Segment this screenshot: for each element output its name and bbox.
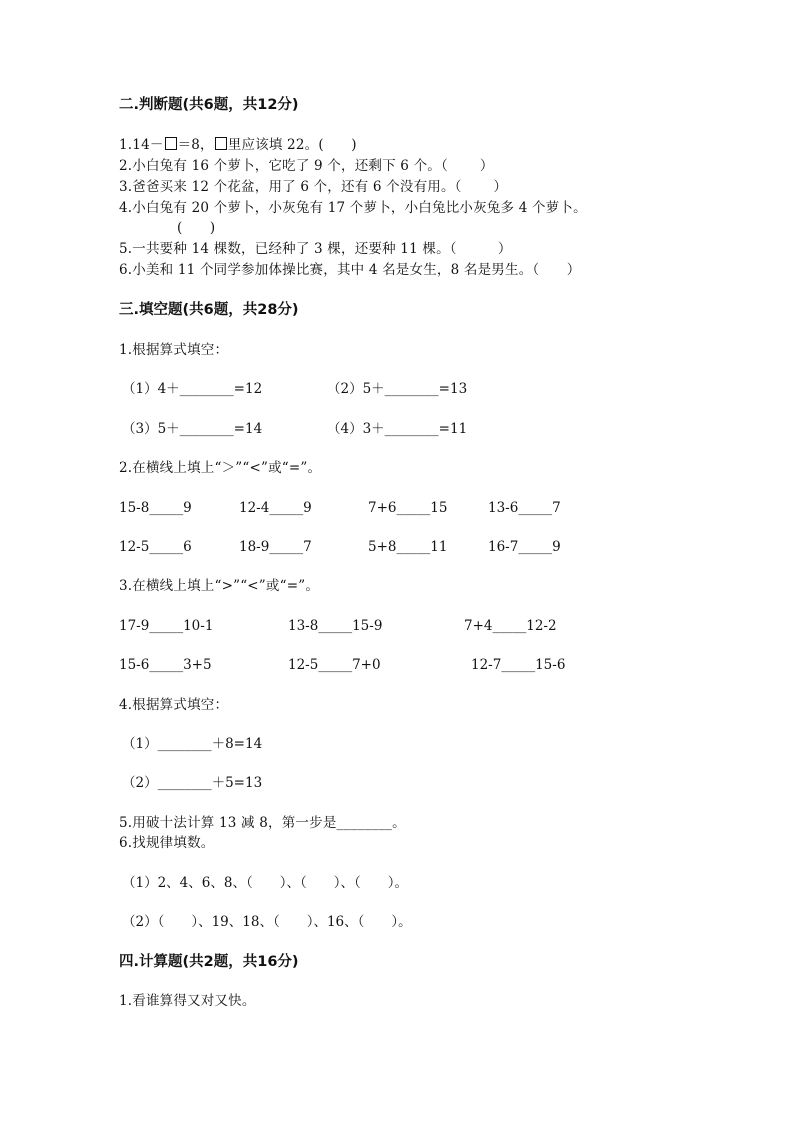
- fill-q4-item: （2）________＋5=13: [122, 775, 263, 791]
- compare-item: 7+4_____12-2: [464, 618, 557, 634]
- section-judge-title: 二.判断题(共6题，共12分): [119, 97, 299, 113]
- fill-q3-title: 3.在横线上填上“>”“<”或“=”。: [119, 578, 320, 594]
- compare-item: 12-5_____6: [119, 539, 192, 555]
- judge-question-3: 3.爸爸买来 12 个花盆，用了 6 个，还有 6 个没有用。（ ）: [119, 179, 508, 195]
- fill-q1-item: （4）3＋________=11: [327, 421, 468, 437]
- compare-item: 5+8_____11: [368, 539, 448, 555]
- compare-item: 12-5_____7+0: [288, 657, 381, 673]
- fill-q5: 5.用破十法计算 13 减 8，第一步是________。: [119, 815, 406, 831]
- judge-q1-mid: ＝8，: [177, 137, 214, 153]
- compare-item: 7+6_____15: [368, 500, 448, 516]
- fill-q6-title: 6.找规律填数。: [119, 835, 215, 851]
- fill-q1-item: （2）5＋________=13: [327, 381, 468, 397]
- section-fill-title: 三.填空题(共6题，共28分): [119, 302, 299, 318]
- judge-question-6: 6.小美和 11 个同学参加体操比赛，其中 4 名是女生，8 名是男生。（ ）: [119, 262, 581, 278]
- fill-q6-item: （2）（ ）、19、18、（ ）、16、（ ）。: [122, 914, 412, 930]
- judge-q1-prefix: 1.14－: [119, 137, 164, 153]
- fill-q1-title: 1.根据算式填空：: [119, 342, 229, 358]
- judge-question-2: 2.小白兔有 16 个萝卜，它吃了 9 个，还剩下 6 个。（ ）: [119, 158, 494, 174]
- compare-item: 16-7_____9: [488, 539, 561, 555]
- judge-question-5: 5.一共要种 14 棵数，已经种了 3 棵，还要种 11 棵。（ ）: [119, 241, 512, 257]
- fill-q1-item: （1）4＋________=12: [122, 381, 263, 397]
- judge-question-4-paren: ( ): [177, 220, 216, 236]
- compare-item: 13-6_____7: [488, 500, 561, 516]
- compare-item: 18-9_____7: [239, 539, 312, 555]
- section-calc-title: 四.计算题(共2题，共16分): [119, 954, 299, 970]
- compare-item: 13-8_____15-9: [288, 618, 383, 634]
- fill-q2-title: 2.在横线上填上“＞”“<”或“=”。: [119, 460, 322, 476]
- fill-q4-item: （1）________＋8=14: [122, 736, 263, 752]
- compare-item: 15-6_____3+5: [119, 657, 212, 673]
- compare-item: 17-9_____10-1: [119, 618, 214, 634]
- compare-item: 12-4_____9: [239, 500, 312, 516]
- compare-item: 15-8_____9: [119, 500, 192, 516]
- fill-q1-item: （3）5＋________=14: [122, 421, 263, 437]
- fill-q6-item: （1）2、4、6、8、（ ）、（ ）、（ ）。: [122, 875, 408, 891]
- judge-question-4: 4.小白兔有 20 个萝卜，小灰兔有 17 个萝卜，小白兔比小灰兔多 4 个萝卜。: [119, 200, 587, 216]
- blank-box-icon: [165, 137, 177, 150]
- compare-item: 12-7_____15-6: [471, 657, 566, 673]
- calc-q1: 1.看谁算得又对又快。: [119, 993, 256, 1009]
- judge-question-1: [119, 136, 357, 154]
- fill-q4-title: 4.根据算式填空：: [119, 697, 229, 713]
- judge-q1-suffix: 里应该填 22。( ): [227, 137, 357, 153]
- blank-box-icon: [215, 137, 227, 150]
